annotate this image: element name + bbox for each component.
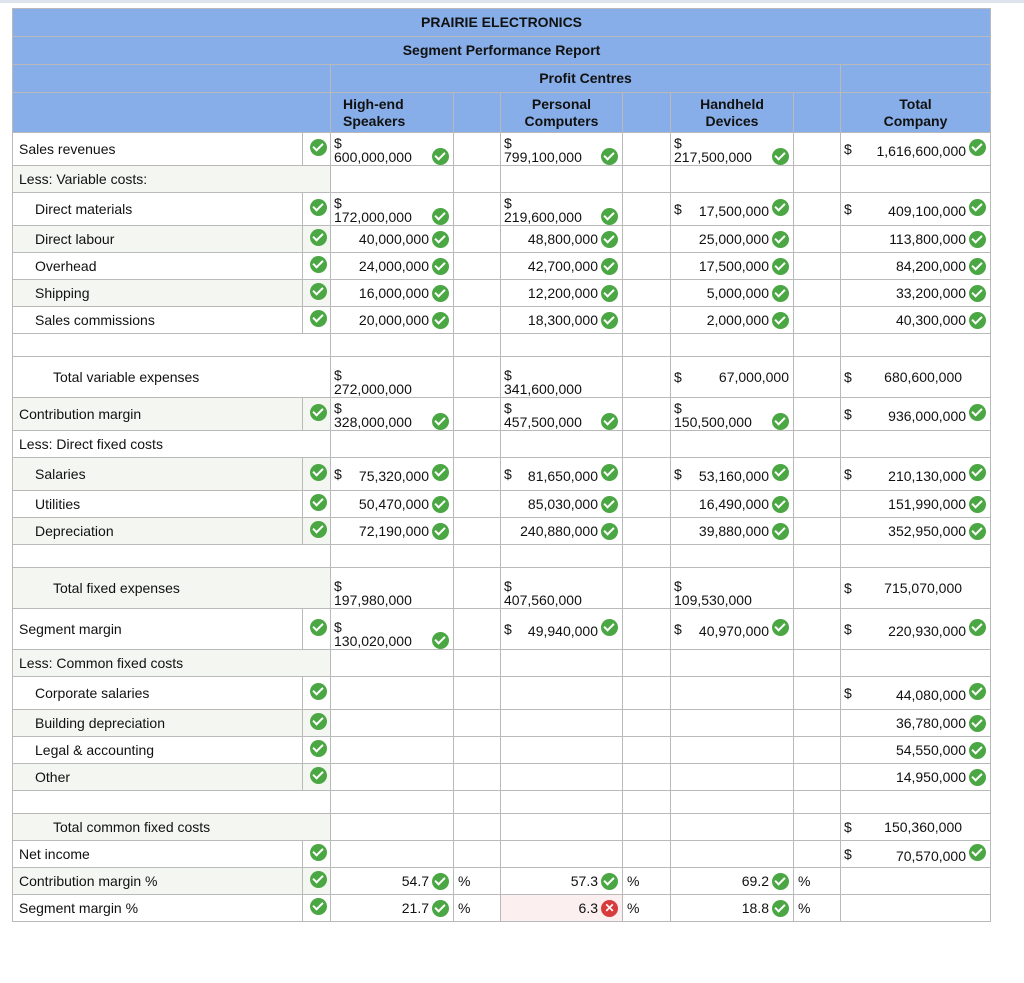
check-icon xyxy=(969,769,986,786)
check-icon xyxy=(969,199,986,216)
check-icon xyxy=(432,413,449,430)
check-icon xyxy=(772,285,789,302)
check-icon xyxy=(601,148,618,165)
cell-dep-computers[interactable]: 240,880,000 xyxy=(501,518,623,545)
cell-dep-total[interactable]: 352,950,000 xyxy=(841,518,991,545)
cell-bdep-total[interactable]: 36,780,000 xyxy=(841,710,991,737)
cell-dl-speakers[interactable]: 40,000,000 xyxy=(331,226,454,253)
cell-sm-speakers[interactable]: $ 130,020,000 xyxy=(331,609,454,650)
check-icon xyxy=(432,312,449,329)
cell-util-total[interactable]: 151,990,000 xyxy=(841,491,991,518)
check-icon xyxy=(601,523,618,540)
cell-sales-total[interactable]: $ 1,616,600,000 xyxy=(841,133,991,166)
cell-cm-total[interactable]: $ 936,000,000 xyxy=(841,398,991,431)
check-icon xyxy=(432,464,449,481)
row-contribution-margin-pct: Contribution margin % 54.7 % 57.3 % 69.2 % xyxy=(13,868,991,895)
cell-sales-speakers[interactable]: $ 600,000,000 xyxy=(331,133,454,166)
check-icon xyxy=(969,683,986,700)
check-icon xyxy=(772,258,789,275)
check-icon xyxy=(432,285,449,302)
check-icon xyxy=(969,523,986,540)
cell-dm-total[interactable]: $ 409,100,000 xyxy=(841,193,991,226)
check-icon xyxy=(772,231,789,248)
cell-util-speakers[interactable]: 50,470,000 xyxy=(331,491,454,518)
check-icon xyxy=(772,523,789,540)
cell-legal-total[interactable]: 54,550,000 xyxy=(841,737,991,764)
check-icon xyxy=(432,523,449,540)
cell-oh-handheld[interactable]: 17,500,000 xyxy=(671,253,794,280)
check-icon xyxy=(601,231,618,248)
row-total-common-fixed: Total common fixed costs $ 150,360,000 xyxy=(13,814,991,841)
row-sales-commissions: Sales commissions 20,000,000 18,300,000 2,000,000 40,300,000 xyxy=(13,307,991,334)
row-less-direct-fixed: Less: Direct fixed costs xyxy=(13,431,991,458)
cell-sal-speakers[interactable]: $ 75,320,000 xyxy=(331,458,454,491)
row-legal-accounting: Legal & accounting 54,550,000 xyxy=(13,737,991,764)
cell-sm-total[interactable]: $ 220,930,000 xyxy=(841,609,991,650)
cell-sales-computers[interactable]: $ 799,100,000 xyxy=(501,133,623,166)
check-icon xyxy=(310,256,327,273)
cell-ship-speakers[interactable]: 16,000,000 xyxy=(331,280,454,307)
check-icon xyxy=(772,199,789,216)
cell-smp-computers[interactable]: 6.3 ✕ xyxy=(501,895,623,922)
cell-tve-handheld[interactable]: $ 67,000,000 xyxy=(671,357,794,398)
report-title: Segment Performance Report xyxy=(13,37,991,65)
row-other: Other 14,950,000 xyxy=(13,764,991,791)
cell-other-total[interactable]: 14,950,000 xyxy=(841,764,991,791)
check-icon xyxy=(432,632,449,649)
cell-dl-computers[interactable]: 48,800,000 xyxy=(501,226,623,253)
cell-util-handheld[interactable]: 16,490,000 xyxy=(671,491,794,518)
cell-corp-total[interactable]: $ 44,080,000 xyxy=(841,677,991,710)
row-total-fixed-expenses: Total fixed expenses $ 197,980,000 $ 407,560,000 $ 109,530,000 $ 715,070,000 xyxy=(13,568,991,609)
cell-comm-computers[interactable]: 18,300,000 xyxy=(501,307,623,334)
col-total-company: Total Company xyxy=(841,93,991,133)
row-less-variable-costs: Less: Variable costs: xyxy=(13,166,991,193)
check-icon xyxy=(772,148,789,165)
check-icon xyxy=(310,521,327,538)
check-icon xyxy=(772,312,789,329)
check-icon xyxy=(969,258,986,275)
cell-tve-computers[interactable]: $ 341,600,000 xyxy=(501,357,623,398)
cell-smp-speakers[interactable]: 21.7 xyxy=(331,895,454,922)
row-direct-labour: Direct labour 40,000,000 48,800,000 25,000,000 113,800,000 xyxy=(13,226,991,253)
header-report-row xyxy=(13,37,991,65)
cell-cmp-handheld[interactable]: 69.2 xyxy=(671,868,794,895)
cell-sm-computers[interactable]: $ 49,940,000 xyxy=(501,609,623,650)
check-icon xyxy=(310,404,327,421)
cell-tve-total[interactable]: $ 680,600,000 xyxy=(841,357,991,398)
header-columns-row xyxy=(13,93,991,133)
check-icon xyxy=(601,873,618,890)
error-x-icon: ✕ xyxy=(601,900,618,917)
check-icon xyxy=(601,413,618,430)
check-icon xyxy=(432,873,449,890)
row-net-income: Net income $ 70,570,000 xyxy=(13,841,991,868)
cell-dm-computers[interactable]: $ 219,600,000 xyxy=(501,193,623,226)
check-icon xyxy=(601,619,618,636)
cell-sal-total[interactable]: $ 210,130,000 xyxy=(841,458,991,491)
check-icon xyxy=(772,873,789,890)
cell-oh-computers[interactable]: 42,700,000 xyxy=(501,253,623,280)
cell-sales-handheld[interactable]: $ 217,500,000 xyxy=(671,133,794,166)
check-icon xyxy=(601,208,618,225)
check-icon xyxy=(310,494,327,511)
check-icon xyxy=(432,231,449,248)
check-icon xyxy=(601,464,618,481)
check-icon xyxy=(969,312,986,329)
row-segment-margin: Segment margin $ 130,020,000 $ 49,940,000 $ 40,970,000 $ 220,930,000 xyxy=(13,609,991,650)
row-shipping: Shipping 16,000,000 12,200,000 5,000,000 33,200,000 xyxy=(13,280,991,307)
check-icon xyxy=(969,715,986,732)
cell-comm-total[interactable]: 40,300,000 xyxy=(841,307,991,334)
cell-comm-handheld[interactable]: 2,000,000 xyxy=(671,307,794,334)
row-segment-margin-pct: Segment margin % 21.7 % 6.3 ✕ % 18.8 % xyxy=(13,895,991,922)
cell-dep-speakers[interactable]: 72,190,000 xyxy=(331,518,454,545)
cell-cm-speakers[interactable]: $ 328,000,000 xyxy=(331,398,454,431)
check-icon xyxy=(310,283,327,300)
company-title: PRAIRIE ELECTRONICS xyxy=(13,9,991,37)
check-icon xyxy=(310,713,327,730)
cell-oh-speakers[interactable]: 24,000,000 xyxy=(331,253,454,280)
check-icon xyxy=(432,496,449,513)
row-contribution-margin: Contribution margin $ 328,000,000 $ 457,500,000 $ 150,500,000 $ 936,000,000 xyxy=(13,398,991,431)
row-corporate-salaries: Corporate salaries $ 44,080,000 xyxy=(13,677,991,710)
check-icon xyxy=(969,619,986,636)
cell-tfe-handheld[interactable]: $ 109,530,000 xyxy=(671,568,794,609)
row-direct-materials: Direct materials $ 172,000,000 $ 219,600,000 $ 17,500,000 $ 409,100,000 xyxy=(13,193,991,226)
check-icon xyxy=(969,404,986,421)
segment-performance-table xyxy=(12,8,991,922)
cell-ship-computers[interactable]: 12,200,000 xyxy=(501,280,623,307)
cell-dl-handheld[interactable]: 25,000,000 xyxy=(671,226,794,253)
row-sales-revenues xyxy=(13,133,991,166)
check-icon xyxy=(772,619,789,636)
col-personal-computers: Personal Computers xyxy=(501,93,623,133)
cell-util-computers[interactable]: 85,030,000 xyxy=(501,491,623,518)
cell-tve-speakers[interactable]: $ 272,000,000 xyxy=(331,357,454,398)
cell-cm-handheld[interactable]: $ 150,500,000 xyxy=(671,398,794,431)
check-icon xyxy=(310,464,327,481)
check-icon xyxy=(969,464,986,481)
check-icon xyxy=(969,285,986,302)
cell-tcfc-total[interactable]: $ 150,360,000 xyxy=(841,814,991,841)
row-less-common-fixed: Less: Common fixed costs xyxy=(13,650,991,677)
cell-ship-handheld[interactable]: 5,000,000 xyxy=(671,280,794,307)
check-icon xyxy=(969,231,986,248)
check-icon xyxy=(772,464,789,481)
check-icon xyxy=(310,767,327,784)
row-overhead: Overhead 24,000,000 42,700,000 17,500,000 84,200,000 xyxy=(13,253,991,280)
check-icon xyxy=(432,258,449,275)
cell-ship-total[interactable]: 33,200,000 xyxy=(841,280,991,307)
row-utilities: Utilities 50,470,000 85,030,000 16,490,000 151,990,000 xyxy=(13,491,991,518)
check-icon xyxy=(601,285,618,302)
row-total-variable-expenses: Total variable expenses $ 272,000,000 $ 341,600,000 $ 67,000,000 $ 680,600,000 xyxy=(13,357,991,398)
row-depreciation: Depreciation 72,190,000 240,880,000 39,880,000 352,950,000 xyxy=(13,518,991,545)
cell-dm-handheld[interactable]: $ 17,500,000 xyxy=(671,193,794,226)
check-icon xyxy=(432,208,449,225)
header-profit-centres-row xyxy=(13,65,991,93)
col-handheld-devices: Handheld Devices xyxy=(671,93,794,133)
check-icon xyxy=(969,139,986,156)
check-icon xyxy=(432,148,449,165)
check-icon xyxy=(772,413,789,430)
check-icon xyxy=(310,229,327,246)
check-icon xyxy=(310,844,327,861)
cell-dep-handheld[interactable]: 39,880,000 xyxy=(671,518,794,545)
check-icon xyxy=(772,496,789,513)
check-icon xyxy=(601,258,618,275)
cell-smp-handheld[interactable]: 18.8 xyxy=(671,895,794,922)
check-icon xyxy=(432,900,449,917)
cell-tfe-computers[interactable]: $ 407,560,000 xyxy=(501,568,623,609)
check-icon xyxy=(969,742,986,759)
cell-cmp-computers[interactable]: 57.3 xyxy=(501,868,623,895)
check-icon xyxy=(601,312,618,329)
check-icon xyxy=(310,871,327,888)
row-salaries: Salaries $ 75,320,000 $ 81,650,000 $ 53,160,000 $ 210,130,000 xyxy=(13,458,991,491)
check-icon xyxy=(772,900,789,917)
header-company-row xyxy=(13,9,991,37)
cell-tfe-total[interactable]: $ 715,070,000 xyxy=(841,568,991,609)
profit-centres-heading: Profit Centres xyxy=(331,65,841,93)
check-icon xyxy=(969,844,986,861)
check-icon xyxy=(310,199,327,216)
cell-comm-speakers[interactable]: 20,000,000 xyxy=(331,307,454,334)
check-icon xyxy=(969,496,986,513)
cell-tfe-speakers[interactable]: $ 197,980,000 xyxy=(331,568,454,609)
cell-oh-total[interactable]: 84,200,000 xyxy=(841,253,991,280)
check-icon xyxy=(310,683,327,700)
check-icon xyxy=(310,139,327,156)
check-icon xyxy=(310,619,327,636)
check-icon xyxy=(310,740,327,757)
cell-cm-computers[interactable]: $ 457,500,000 xyxy=(501,398,623,431)
col-high-end-speakers: High-end Speakers xyxy=(331,93,454,133)
cell-dm-speakers[interactable]: $ 172,000,000 xyxy=(331,193,454,226)
cell-ni-total[interactable]: $ 70,570,000 xyxy=(841,841,991,868)
top-border xyxy=(0,0,1024,3)
row-label: Sales revenues xyxy=(13,133,303,166)
check-icon xyxy=(310,898,327,915)
cell-dl-total[interactable]: 113,800,000 xyxy=(841,226,991,253)
cell-cmp-speakers[interactable]: 54.7 xyxy=(331,868,454,895)
cell-sal-handheld[interactable]: $ 53,160,000 xyxy=(671,458,794,491)
row-building-depreciation: Building depreciation 36,780,000 xyxy=(13,710,991,737)
cell-sal-computers[interactable]: $ 81,650,000 xyxy=(501,458,623,491)
check-icon xyxy=(310,310,327,327)
check-icon xyxy=(601,496,618,513)
cell-sm-handheld[interactable]: $ 40,970,000 xyxy=(671,609,794,650)
